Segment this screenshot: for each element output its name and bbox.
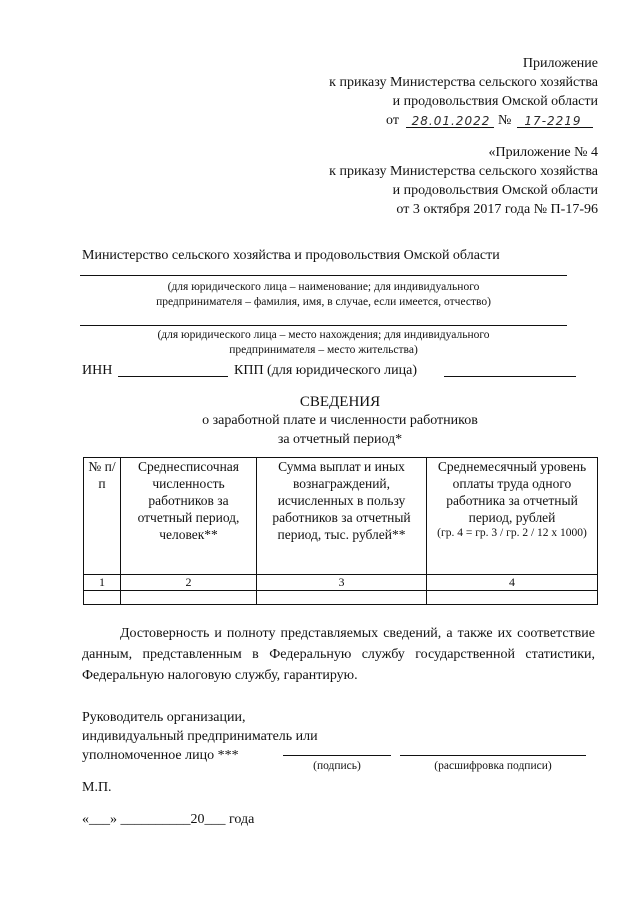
kpp-label: КПП (для юридического лица): [234, 363, 417, 378]
header-average-pay-label: Среднемесячный уровень оплаты труда одного работника за отчетный период, рублей: [437, 459, 587, 525]
signature-decode-hint: (расшифровка подписи): [434, 760, 552, 772]
table-header-row: [84, 458, 598, 575]
inn-label: ИНН: [82, 363, 113, 378]
salary-table: [83, 457, 598, 605]
number-underline: [517, 127, 593, 128]
organization-name: Министерство сельского хозяйства и продовольствия Омской области: [82, 248, 500, 263]
column-number-1: 1: [84, 575, 121, 591]
signatory-line-1: Руководитель организации,: [82, 710, 246, 725]
date-handwritten: 28.01.2022: [411, 114, 491, 128]
appendix-order-line: к приказу Министерства сельского хозяйства: [329, 75, 598, 90]
header-average-pay-formula: (гр. 4 = гр. 3 / гр. 2 / 12 х 1000): [437, 527, 587, 539]
signatory-block: [82, 708, 382, 765]
appendix-header: [178, 54, 598, 111]
appendix-title: Приложение: [522, 56, 598, 71]
address-hint-line-1: (для юридического лица – место нахождения; для индивидуального: [157, 329, 490, 341]
empty-cell-2: [121, 591, 257, 605]
stamp-label: М.П.: [82, 780, 112, 795]
signature-line: [283, 755, 391, 756]
subtitle-line-2: за отчетный период*: [277, 432, 403, 447]
header-payments: Сумма выплат и иных вознаграждений, исчисленных в пользу работников за отчетный период, тыс. рублей**: [257, 458, 427, 575]
inn-kpp-row: [82, 361, 602, 381]
inn-field-line: [118, 376, 228, 377]
table-empty-row: [84, 591, 598, 605]
number-handwritten: 17-2219: [524, 114, 582, 128]
appendix-date-number: [386, 111, 598, 131]
appendix4-ministry-line: и продовольствия Омской области: [392, 183, 598, 198]
organization-address-hint: [80, 328, 567, 358]
appendix4-date-line: от 3 октября 2017 года № П-17-96: [396, 202, 598, 217]
header-headcount: Среднесписочная численность работников за отчетный период, человек**: [121, 458, 257, 575]
name-hint-line-2: предпринимателя – фамилия, имя, в случае, если имеется, отчество): [156, 296, 491, 308]
date-underline: [406, 127, 494, 128]
subtitle-line-1: о заработной плате и численности работников: [202, 413, 478, 428]
empty-cell-1: [84, 591, 121, 605]
document-subtitle: [140, 411, 540, 449]
kpp-field-line: [444, 376, 576, 377]
column-number-3: 3: [257, 575, 427, 591]
number-prefix: №: [498, 113, 512, 128]
organization-name-hint: [80, 280, 567, 310]
header-number: № п/п: [84, 458, 121, 575]
name-hint-line-1: (для юридического лица – наименование; для индивидуального: [167, 281, 480, 293]
table-column-numbers-row: [84, 575, 598, 591]
signatory-line-2: индивидуальный предприниматель или: [82, 729, 318, 744]
organization-name-line: [80, 275, 567, 276]
empty-cell-4: [427, 591, 598, 605]
appendix4-title: «Приложение № 4: [488, 145, 598, 160]
appendix4-order-line: к приказу Министерства сельского хозяйства: [329, 164, 598, 179]
empty-cell-3: [257, 591, 427, 605]
document-title: СВЕДЕНИЯ: [299, 394, 381, 410]
signature-hint: (подпись): [313, 760, 361, 772]
appendix4-header: [178, 143, 598, 219]
appendix-ministry-line: и продовольствия Омской области: [392, 94, 598, 109]
signatory-line-3: уполномоченное лицо ***: [82, 748, 239, 763]
date-prefix: от: [386, 113, 399, 128]
certification-paragraph: Достоверность и полноту представляемых сведений, а также их соответствие данным, представленным в Федеральную службу государственной статистики, Федеральную налоговую службу, гарантирую.: [82, 626, 595, 683]
header-average-pay: [427, 458, 598, 575]
address-hint-line-2: предпринимателя – место жительства): [229, 344, 418, 356]
signature-decode-line: [400, 755, 586, 756]
column-number-4: 4: [427, 575, 598, 591]
column-number-2: 2: [121, 575, 257, 591]
date-line: «___» __________20___ года: [82, 812, 255, 827]
organization-address-line: [80, 325, 567, 326]
